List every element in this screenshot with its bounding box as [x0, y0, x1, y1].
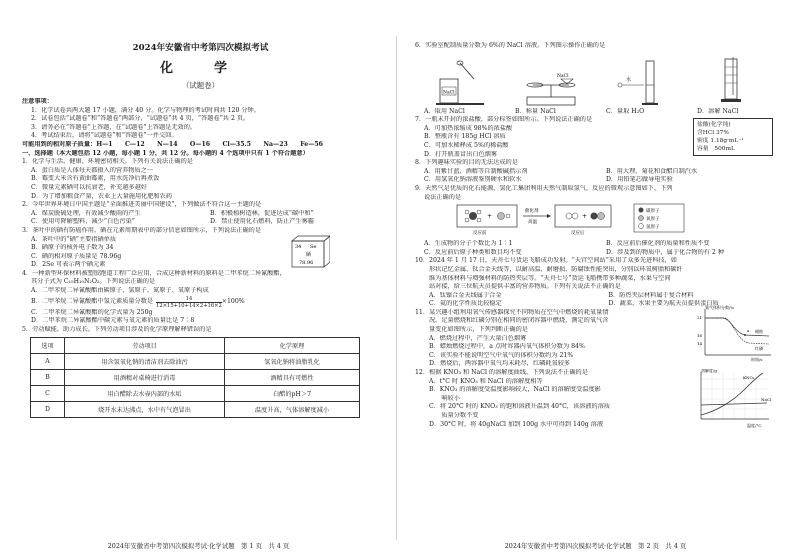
option: C．该实验不能说明空气中氧气的体积分数约为 21%: [429, 351, 574, 359]
option: C．氦的化学性质比较稳定: [429, 300, 502, 308]
element-name: 硒: [306, 251, 312, 258]
legend-carbon: 碳原子: [646, 209, 660, 215]
element-number: 34: [295, 243, 302, 250]
option: C．使用可降解塑料，减少“白色污染”: [31, 218, 135, 226]
option: A．取用 NaCl: [424, 107, 465, 115]
x-axis-label: 温度/°C: [747, 423, 762, 429]
question-8-stem: 8．下列趣味实验的目的无法达成的是: [415, 159, 518, 167]
option: B．积极植树造林，促进达成“碳中和”: [210, 209, 314, 217]
table-row: [31, 386, 360, 402]
option: C．硒的相对原子质量是 78.96g: [31, 252, 122, 260]
question-5-stem: 5．劳动赋能，助力成长。下列劳动项目涉及的化学原理解释错误的是: [22, 325, 212, 333]
option: C．反应前后原子种类和数目均不变: [424, 248, 522, 256]
condition-label: 高温: [528, 220, 537, 226]
table-header: 选项: [31, 338, 65, 354]
option: D．涉及到的物质中，属于化合物的有 2 种: [606, 248, 725, 256]
series-label: KNO₃: [743, 375, 755, 381]
notice-line: 2．试卷包括“试题卷”和“答题卷”两部分，“试题卷”共 4 页，“答题卷”共 2 页。: [31, 115, 250, 123]
notice-heading: 注意事项：: [22, 98, 53, 105]
page-2: [397, 0, 794, 558]
question-10-line: 维为基体材料与增强材料的防热夹层等。“天舟七号”货运飞船携带多种蔬菜，水果与空间: [429, 274, 671, 282]
solubility-chart: [687, 369, 775, 431]
table-cell: A: [31, 354, 65, 370]
table-cell: 用酒精对桌椅进行消毒: [65, 370, 225, 386]
paper-subtitle: （试题卷）: [182, 81, 219, 90]
question-3: [22, 227, 379, 270]
option: D．溶解 NaCl: [697, 107, 739, 115]
option: B．用大理、菊花和食醋自制汽水: [606, 167, 698, 175]
option: 质量分数不变: [429, 412, 479, 419]
question-4-stem: 4．一种新型环保材料被塑胶跑道工程广泛应用，合成这种新材料的原料是二甲苯烷二异氰酸酯，: [22, 269, 286, 277]
option: D．禁止使用化石燃料，防止产生雾霾: [210, 218, 314, 226]
option: A．用紫甘蓝、酒精等自制酸碱指示剂: [424, 167, 528, 175]
table-row: [31, 402, 360, 418]
weigh-nacl-figure: [521, 57, 581, 107]
notice-line: 3．请务必在“答题卷”上答题，在“试题卷”上答题是无效的。: [31, 123, 197, 131]
option: A．茶叶中的“硒”主要指硒单质: [31, 235, 117, 243]
option: B．KNO₃ 的溶解度受温度影响较大，NaCl 的溶解度受温度影: [429, 386, 601, 394]
option: D．蔬菜、水果主要为航天员提供蛋白质: [608, 300, 719, 308]
table-cell: 烧开水未达沸点，水中有气泡冒出: [65, 402, 225, 418]
question-10-line: 形状记忆金属、钛合金天线等，以耐高温、耐磨损、防腐蚀性能突出，分别以环氧树脂和碳纤: [429, 265, 683, 273]
reaction-diagram: [429, 202, 789, 236]
notice-line: 1．化学试卷共两大题 17 小题，满分 40 分。化学与物理的考试时间共 120 分钟。: [31, 106, 260, 114]
fraction-denominator: 12×15+10+14×2+16×2: [156, 302, 222, 309]
fig-label: 水: [625, 76, 631, 83]
question-9-stem-2: 说法正确的是: [424, 193, 462, 201]
svg-text:+: +: [487, 213, 493, 221]
series-label: 红磷: [755, 345, 763, 351]
option: A．煤炭脱硫处理，有效减少酸雨的产生: [31, 209, 141, 217]
legend-oxygen: 氧原子: [646, 217, 660, 223]
question-1-stem: 1．化学与生活、健康、环境密切相关。下列有关说法正确的是: [22, 158, 193, 166]
hcl-label: [693, 118, 773, 156]
table-cell: D: [31, 402, 65, 418]
series-label: NaCl: [761, 397, 772, 403]
option: B．二甲苯烷二异氰酸酯中氢元素质量分数是: [31, 297, 154, 305]
option: B．硒原子的核外电子数为 34: [31, 244, 114, 252]
question-11-line: 况。足量燃烧和红磷分别在相同的密闭容器中燃烧，测定的氧气含: [429, 317, 609, 325]
table-header-row: [31, 338, 360, 354]
hcl-label-line: 含HCl 37%: [697, 130, 729, 137]
notice-line: 4．考试结束后，请将“试题卷”和“答题卷”一并交回。: [31, 132, 178, 140]
table-cell: B: [31, 370, 65, 386]
option: D．2Se 可表示两个硒元素: [31, 261, 106, 269]
option: A．t°C 时 KNO₃ 和 NaCl 的溶解度相等: [429, 377, 543, 385]
option: C．可加水稀释成 5%的稀盐酸: [424, 141, 509, 149]
page-2-footer: 2024年安徽省中考第四次模拟考试·化学试题 第 2 页 共 4 页: [504, 542, 687, 550]
option: D．二甲苯烷二异氰酸酯中碳元素与氧元素的质量比是 7∶8: [31, 317, 195, 325]
table-header: 劳动项目: [65, 338, 225, 354]
option: C．量取 H₂O: [606, 107, 645, 115]
before-label: 反应前: [473, 231, 487, 237]
option: B．防热夹层材料属于复合材料: [608, 291, 694, 299]
option: B．蜡烛燃烧过程中，a 点时容器内氧气体积分数为 84%: [429, 343, 585, 351]
question-4-stem-2: 其分子式为 C₁₅H₁₀N₂O₂。下列说法正确的是: [31, 278, 156, 286]
option: D．用铅笔芯做导电实验: [606, 176, 673, 184]
take-nacl-figure: [430, 57, 490, 107]
option: A．二甲苯烷二异氰酸酯由碳原子、氢原子、氮原子、氧原子构成: [31, 287, 209, 295]
table-cell: 用白醋除去水壶内部的水垢: [65, 386, 225, 402]
element-cell-figure: [284, 235, 330, 269]
svg-text:+: +: [582, 213, 588, 221]
table-cell: 温度升高，气体溶解度减小: [225, 402, 360, 418]
y-tick: 21: [697, 314, 703, 320]
option: C．二甲苯烷二异氰酸酯的化学式量为 250g: [31, 308, 153, 316]
option: D．为了增加粮食产量，农业上大量施用化肥和农药: [31, 192, 173, 200]
element-symbol: Se: [310, 243, 317, 250]
option: B．整瓶含有 185g HCl 溶质: [424, 133, 506, 141]
measure-water-figure: [612, 57, 672, 107]
question-9-stem: 9．天然气是优质的化石能源，氢化工集团利用天然气制取氢气，反应的微观示意图如下，下列: [415, 184, 673, 192]
option: C．微量元素硒可以抗衰老，补充越多越好: [31, 183, 148, 191]
element-mass: 78.96: [299, 259, 314, 266]
question-10-line: 站对接，给三位航天员提供丰富的营养物质。下列有关说法不正确的是: [429, 283, 621, 291]
dissolve-figure: [703, 57, 763, 107]
option: A．蛋白质是人体每天都摄入的营养物质之一: [31, 166, 154, 174]
section-one-heading: 一、选择题（本大题包括 12 小题，每小题 1 分，共 12 分。每小题的 4 个选项中只有 1 个符合题意）: [22, 149, 309, 157]
option: D．30°C 时，将 40gNaCl 加到 100g 水中可得到 140g 溶液: [429, 420, 604, 428]
hcl-label-line: 盐酸(化学纯): [697, 122, 731, 129]
catalyst-label: 催化剂: [525, 209, 539, 215]
y-axis-label: 溶解度/g: [701, 369, 717, 374]
option: B．霉变大米含有黄曲霉素，用水洗净后再煮饭: [31, 175, 160, 183]
table-row: [31, 370, 360, 386]
y-tick: 14: [697, 340, 703, 346]
series-label: 蜡烛: [755, 328, 763, 334]
question-7-stem: 7．一瓶未开封的浓盐酸，部分标签如图所示。下列说法正确的是: [415, 116, 593, 124]
oxygen-chart: [695, 305, 775, 363]
after-label: 反应后: [571, 231, 585, 237]
option: C．将 20°C 时的 KNO₃ 的饱和溶液升温到 40°C，该溶液的溶质: [429, 403, 611, 411]
q6-figures: [415, 53, 778, 107]
subject-title: 化 学: [159, 61, 241, 76]
option: A．钛镍合金天线属于合金: [429, 291, 502, 299]
point-label: a: [747, 327, 750, 333]
table-row: [31, 354, 360, 370]
x-axis-label: 时间/s: [751, 356, 763, 362]
option: D．打开瓶盖冒出白色烟雾: [424, 150, 498, 158]
question-11-line: 量变化如图所示，下列判断正确的是: [429, 326, 528, 334]
fig-label: NaCl: [443, 90, 455, 96]
legend-hydrogen: 氢原子: [646, 225, 660, 231]
labor-table: [30, 337, 360, 418]
option: A．生成物的分子个数比为 1∶1: [424, 240, 513, 248]
table-cell: 氢氧化钠将油脂乳化: [225, 354, 360, 370]
fraction-numerator: 14: [185, 295, 193, 302]
option: B．称量 NaCl: [515, 107, 556, 115]
table-cell: 酒精具有可燃性: [225, 370, 360, 386]
table-cell: 用含氢氧化钠的清洁剂去除油污: [65, 354, 225, 370]
table-header: 化学原理: [225, 338, 360, 354]
option: 响较小: [429, 394, 460, 402]
option: A．燃烧过程中，产生大量白色烟雾: [429, 334, 527, 342]
fraction-suffix: ×100%: [221, 297, 245, 305]
question-12: [415, 369, 778, 429]
table-cell: 白醋的pH＞7: [225, 386, 360, 402]
atomic-masses: 可能用到的相对原子质量：H—1 C—12 N—14 O—16 Cl—35.5 Na—23 Fe—56: [22, 140, 323, 148]
hcl-label-line: 密度 1.18g·mL⁻¹: [697, 138, 744, 145]
option: C．用氢氧化钠溶液鉴别硬水和软水: [424, 176, 522, 184]
table-cell: C: [31, 386, 65, 402]
fig-label: NaCl: [557, 73, 569, 79]
option: A．可加热浓缩成 98%的浓盐酸: [424, 124, 513, 132]
question-2-stem: 2．今年世界环境日中国主题是“全面推进美丽中国建设”，下列做法不符合这一主题的是: [22, 201, 262, 209]
question-11-stem: 11．某兴趣小组利用氧气传感器探究不同物质在空气中燃烧的耗氧量情: [415, 308, 609, 316]
option: B．反应前后催化剂的质量和性质不变: [606, 240, 710, 248]
option: D．燃烧后，两容器中氧气均未耗尽，红磷耗氧较多: [429, 360, 571, 368]
hcl-label-line: 容量 500mL: [697, 146, 735, 153]
question-10-stem: 10．2024 年 1 月 17 日，天舟七号货运飞船成功发射。“天宫空间站”采用了众多先进科技，如: [415, 257, 677, 265]
exam-title: 2024年安徽省中考第四次模拟考试: [132, 43, 269, 53]
question-6-stem: 6．实验室配制质量分数为 6%的 NaCl 溶液。下列图示操作正确的是: [415, 42, 606, 49]
question-12-stem: 12．根据 KNO₃ 和 NaCl 的溶解度曲线，下列说法不正确的是: [415, 369, 588, 377]
page-1-footer: 2024年安徽省中考第四次模拟考试·化学试题 第 1 页 共 4 页: [107, 542, 290, 550]
question-3-stem: 3．茶叶中的硒有防癌作用。硒在元素周期表中的部分信息如图所示，下列说法正确的是: [22, 226, 262, 234]
chart-title: 氧气体积分数/%: [705, 304, 735, 310]
y-tick: 16: [697, 332, 703, 338]
question-7: [415, 116, 778, 159]
fraction: [156, 296, 222, 309]
